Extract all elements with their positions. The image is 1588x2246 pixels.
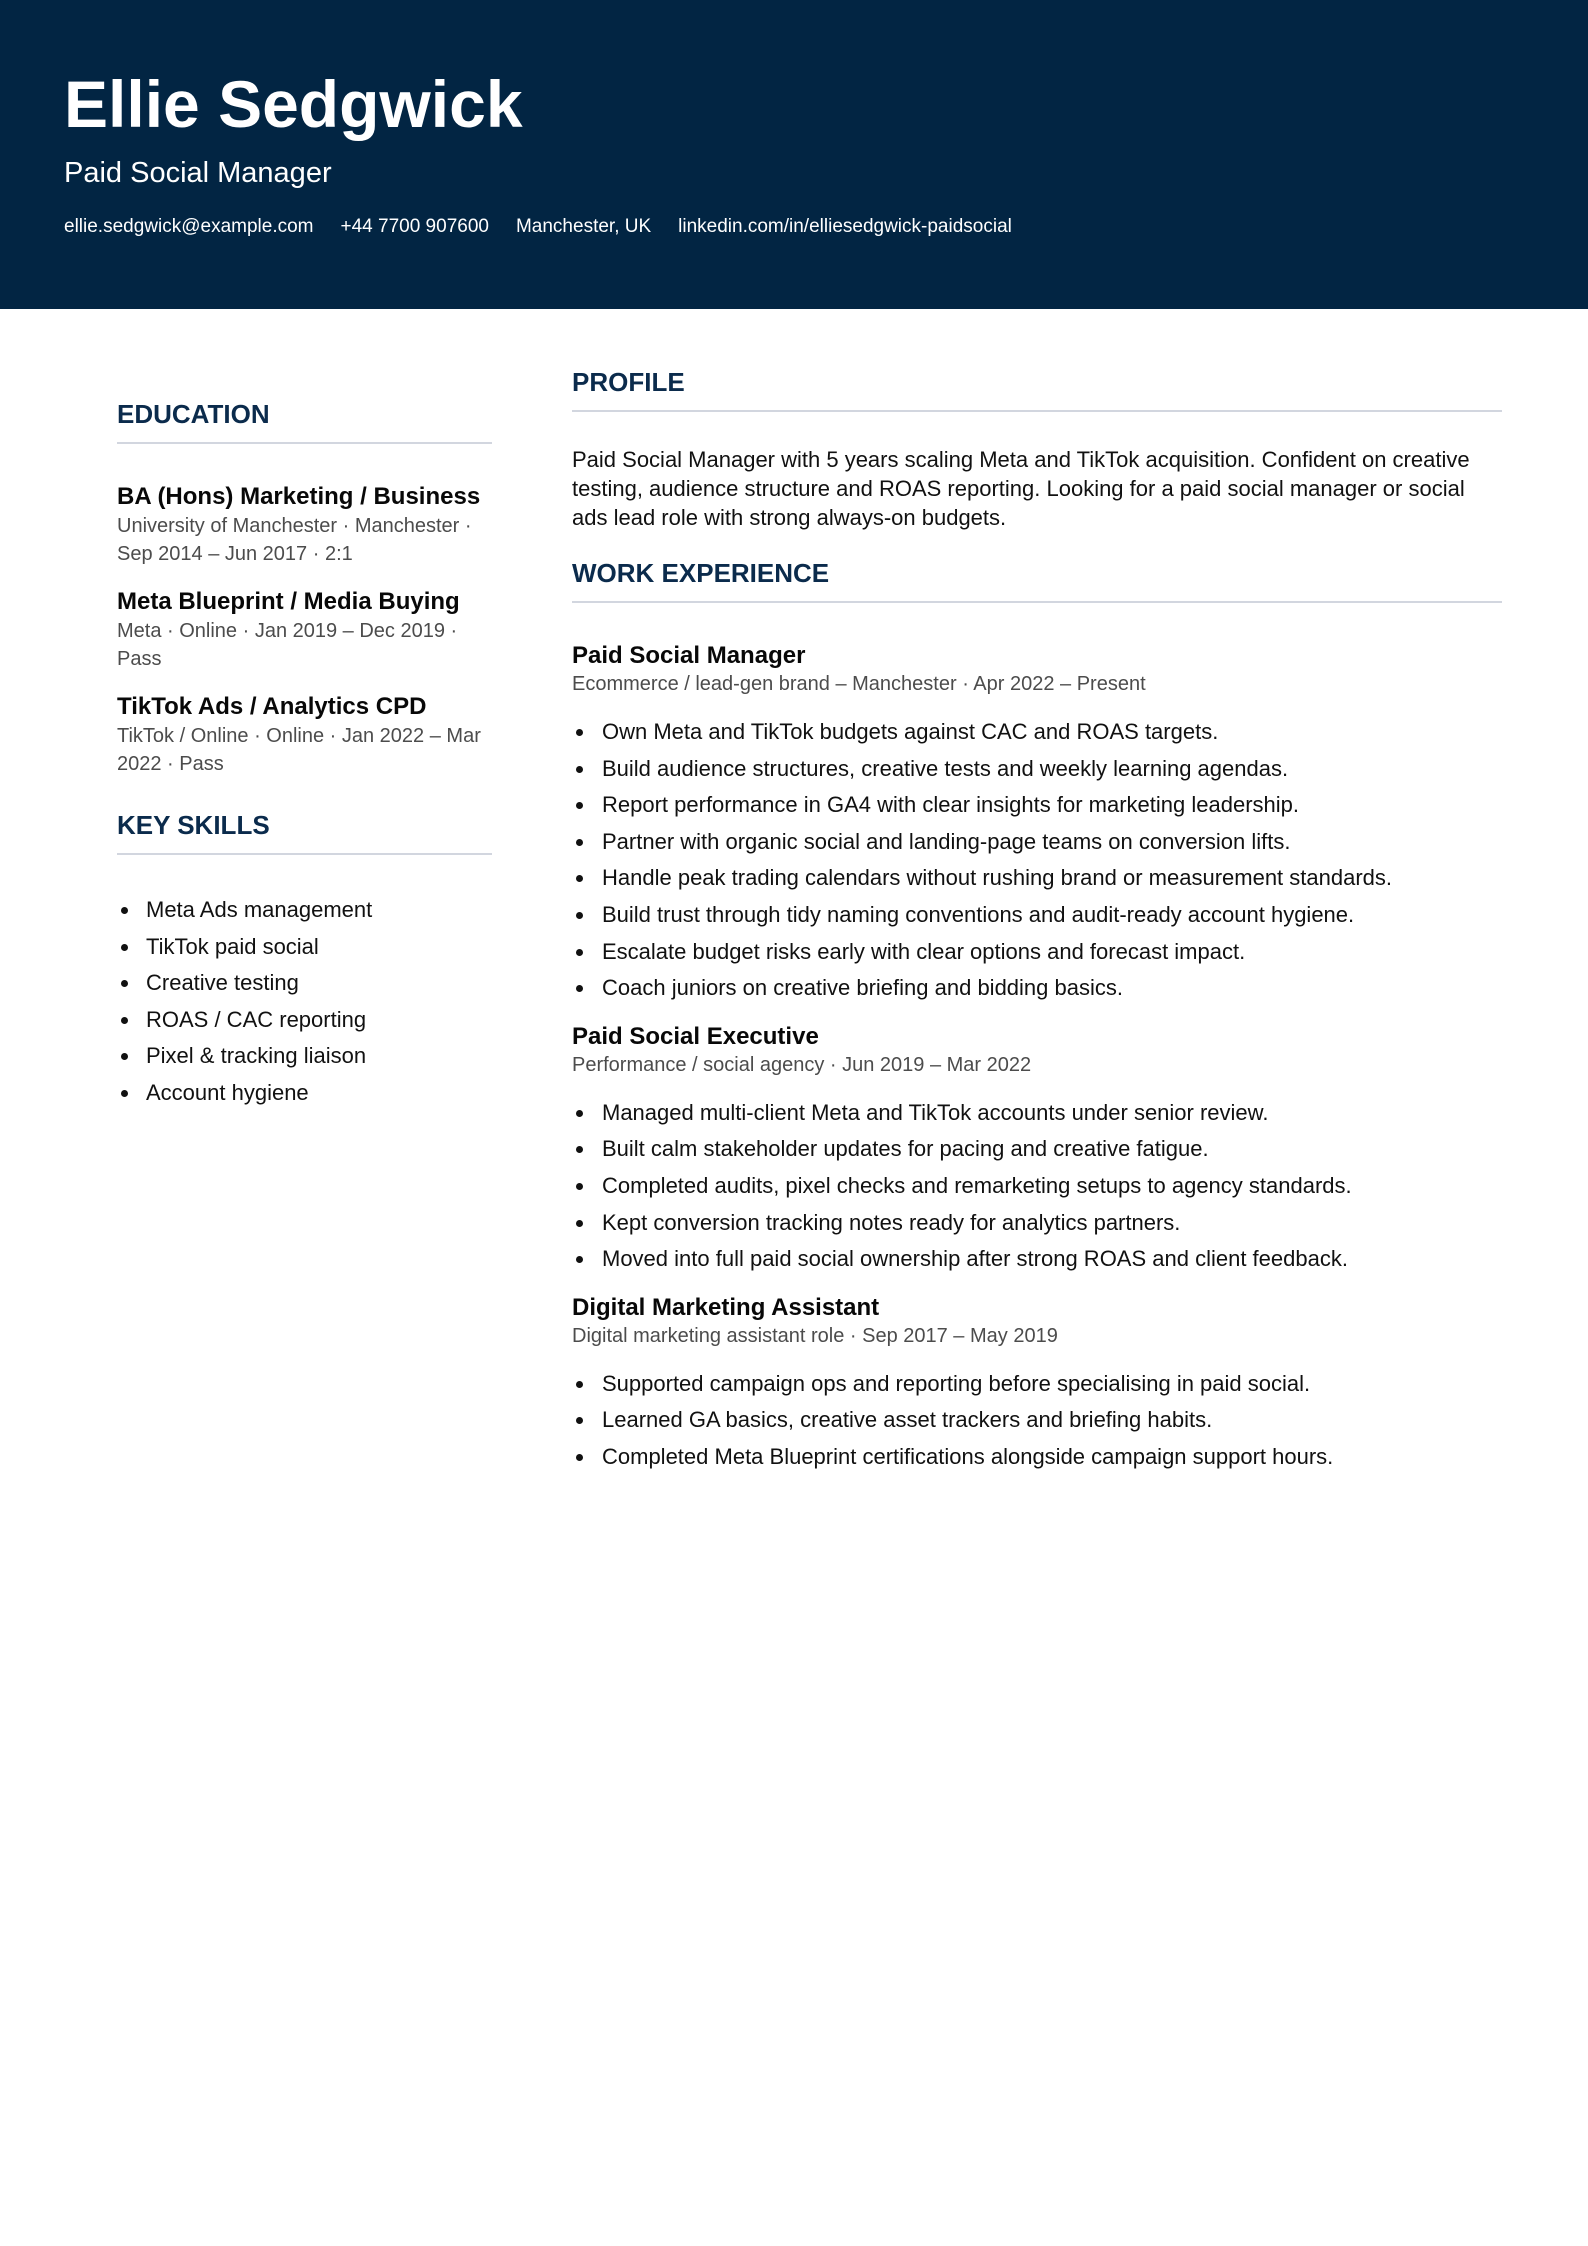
candidate-role: Paid Social Manager [64, 157, 332, 189]
skill-item: Creative testing [117, 965, 492, 1002]
key-skills-heading: KEY SKILLS [117, 810, 270, 840]
job-bullet: Supported campaign ops and reporting before specialising in paid social. [572, 1366, 1502, 1403]
job-bullet: Learned GA basics, creative asset trackers and briefing habits. [572, 1402, 1502, 1439]
key-skills-divider [117, 853, 492, 855]
job-title: Digital Marketing Assistant [572, 1293, 880, 1321]
education-heading: EDUCATION [117, 399, 270, 429]
education-item [117, 483, 492, 568]
sidebar [117, 398, 492, 1112]
work-experience-section [572, 557, 1502, 1476]
education-detail: Meta · Online · Jan 2019 – Dec 2019 · Pass [117, 620, 458, 670]
education-detail: University of Manchester · Manchester · Sep 2014 – Jun 2017 · 2:1 [117, 515, 472, 565]
location: Manchester, UK [515, 216, 652, 237]
job-bullet: Built calm stakeholder updates for pacing and creative fatigue. [572, 1131, 1502, 1168]
job-bullet: Kept conversion tracking notes ready for analytics partners. [572, 1205, 1502, 1242]
skill-item: Pixel & tracking liaison [117, 1038, 492, 1075]
education-list [117, 483, 492, 778]
job-list [572, 642, 1502, 1476]
linkedin-url: linkedin.com/in/elliesedgwick-paidsocial [678, 216, 1012, 237]
job-bullet: Partner with organic social and landing-page teams on conversion lifts. [572, 824, 1502, 861]
job-entry [572, 1023, 1502, 1278]
profile-summary: Paid Social Manager with 5 years scaling Meta and TikTok acquisition. Confident on creative testing, audience structure and ROAS reporting. Looking for a paid social manager or social ads lead role with strong always-on budgets. [572, 447, 1470, 530]
job-bullet: Moved into full paid social ownership after strong ROAS and client feedback. [572, 1241, 1502, 1278]
job-bullet: Completed audits, pixel checks and remarketing setups to agency standards. [572, 1168, 1502, 1205]
skill-item: TikTok paid social [117, 929, 492, 966]
job-bullet: Completed Meta Blueprint certifications alongside campaign support hours. [572, 1439, 1502, 1476]
phone-number: +44 7700 907600 [340, 216, 489, 237]
education-title: BA (Hons) Marketing / Business [117, 483, 481, 510]
skill-item: Account hygiene [117, 1075, 492, 1112]
job-bullets [572, 1095, 1502, 1278]
job-bullets [572, 1366, 1502, 1476]
profile-section [572, 366, 1502, 532]
job-meta: Ecommerce / lead-gen brand – Manchester · Apr 2022 – Present [572, 673, 1146, 695]
job-bullet: Coach juniors on creative briefing and bidding basics. [572, 970, 1502, 1007]
job-bullet: Escalate budget risks early with clear options and forecast impact. [572, 934, 1502, 971]
skill-item: ROAS / CAC reporting [117, 1002, 492, 1039]
main-column [572, 366, 1502, 1492]
education-item [117, 693, 492, 778]
education-divider [117, 442, 492, 444]
job-bullets [572, 714, 1502, 1007]
job-meta: Digital marketing assistant role · Sep 2017 – May 2019 [572, 1324, 1058, 1347]
key-skills-section [117, 809, 492, 1112]
job-entry [572, 1294, 1502, 1476]
education-item [117, 588, 492, 673]
email-address: ellie.sedgwick@example.com [64, 216, 314, 237]
job-bullet: Managed multi-client Meta and TikTok accounts under senior review. [572, 1095, 1502, 1132]
job-bullet: Report performance in GA4 with clear insights for marketing leadership. [572, 787, 1502, 824]
job-title: Paid Social Manager [572, 642, 806, 669]
key-skills-list [117, 892, 492, 1112]
education-detail: TikTok / Online · Online · Jan 2022 – Mar 2022 · Pass [117, 725, 481, 775]
job-bullet: Handle peak trading calendars without rushing brand or measurement standards. [572, 860, 1502, 897]
job-meta: Performance / social agency · Jun 2019 – Mar 2022 [572, 1053, 1032, 1076]
job-bullet: Own Meta and TikTok budgets against CAC and ROAS targets. [572, 714, 1502, 751]
candidate-name: Ellie Sedgwick [64, 67, 523, 141]
contact-row [64, 214, 1012, 240]
education-title: TikTok Ads / Analytics CPD [117, 693, 427, 720]
resume-header [0, 0, 1588, 309]
job-entry [572, 642, 1502, 1007]
profile-divider [572, 410, 1502, 412]
job-bullet: Build trust through tidy naming conventions and audit-ready account hygiene. [572, 897, 1502, 934]
profile-heading: PROFILE [572, 367, 685, 397]
skill-item: Meta Ads management [117, 892, 492, 929]
job-bullet: Build audience structures, creative tests and weekly learning agendas. [572, 751, 1502, 788]
job-title: Paid Social Executive [572, 1022, 819, 1050]
work-experience-heading: WORK EXPERIENCE [572, 558, 830, 588]
work-experience-divider [572, 601, 1502, 603]
education-section [117, 398, 492, 778]
education-title: Meta Blueprint / Media Buying [117, 588, 460, 615]
